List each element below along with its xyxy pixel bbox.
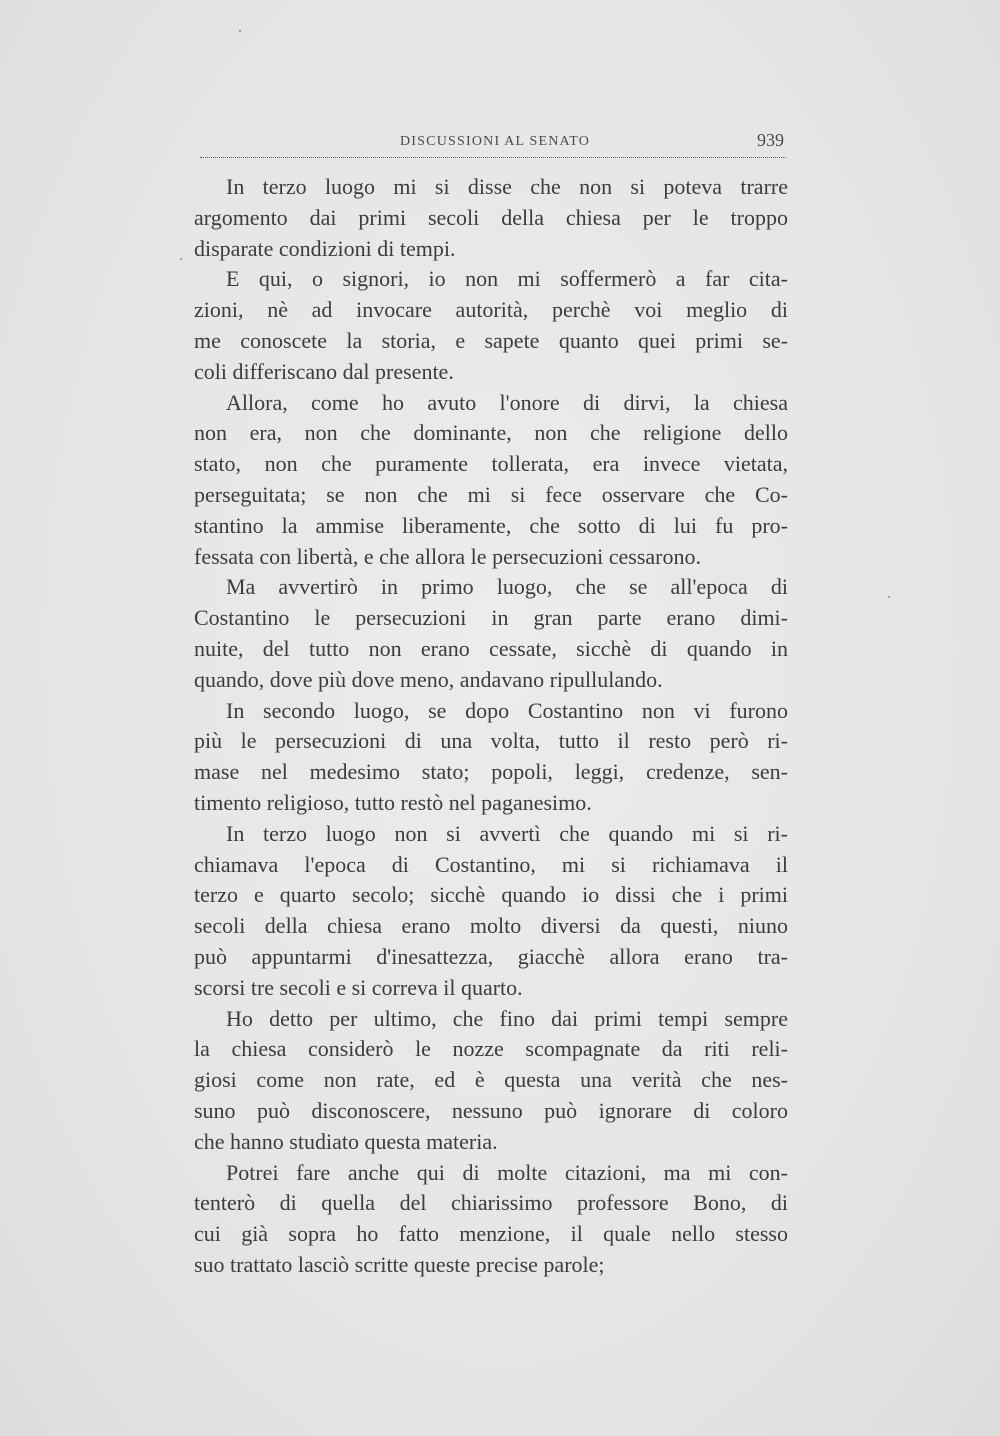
text-line: non era, non che dominante, non che religione dello xyxy=(194,420,788,446)
text-line: più le persecuzioni di una volta, tutto il resto però ri- xyxy=(194,728,788,754)
text-line: stato, non che puramente tollerata, era invece vietata, xyxy=(194,451,788,477)
text-line: fessata con libertà, e che allora le persecuzioni cessarono. xyxy=(194,543,701,569)
text-line: suo trattato lasciò scritte queste precise parole; xyxy=(194,1251,605,1277)
text-line: che hanno studiato questa materia. xyxy=(194,1128,498,1154)
paragraph xyxy=(194,1004,788,1158)
text-line: scorsi tre secoli e si correva il quarto. xyxy=(194,974,523,1000)
running-head: DISCUSSIONI AL SENATO xyxy=(400,134,591,149)
text-line: Costantino le persecuzioni in gran parte erano dimi- xyxy=(194,605,788,631)
paragraph xyxy=(194,572,788,695)
text-line: Ma avvertirò in primo luogo, che se all'epoca di xyxy=(226,574,788,600)
text-line: disparate condizioni di tempi. xyxy=(194,235,456,261)
text-line: In terzo luogo non si avvertì che quando mi si ri- xyxy=(226,820,788,846)
text-line: E qui, o signori, io non mi soffermerò a far cita- xyxy=(226,266,788,292)
text-line: tenterò di quella del chiarissimo professore Bono, di xyxy=(194,1190,788,1216)
paragraph xyxy=(194,264,788,387)
text-line: giosi come non rate, ed è questa una verità che nes- xyxy=(194,1067,788,1093)
text-line: Potrei fare anche qui di molte citazioni, ma mi con- xyxy=(226,1159,788,1185)
paragraph xyxy=(194,172,788,264)
paragraph xyxy=(194,1158,788,1281)
paragraph xyxy=(194,696,788,819)
text-line: cui già sopra ho fatto menzione, il quale nello stesso xyxy=(194,1221,788,1247)
text-line: mase nel medesimo stato; popoli, leggi, credenze, sen- xyxy=(194,759,788,785)
text-line: quando, dove più dove meno, andavano ripullulando. xyxy=(194,666,663,692)
text-line: In secondo luogo, se dopo Costantino non vi furono xyxy=(226,697,788,723)
paragraph xyxy=(194,388,788,573)
text-line: può appuntarmi d'inesattezza, giacchè allora erano tra- xyxy=(194,943,788,969)
page-header xyxy=(200,128,786,160)
page-number: 939 xyxy=(757,130,784,150)
text-line: stantino la ammise liberamente, che sotto di lui fu pro- xyxy=(194,512,788,538)
text-line: chiamava l'epoca di Costantino, mi si richiamava il xyxy=(194,851,788,877)
speck xyxy=(888,596,890,598)
text-line: suno può disconoscere, nessuno può ignorare di coloro xyxy=(194,1097,788,1123)
paragraph xyxy=(194,819,788,1004)
text-line: Ho detto per ultimo, che fino dai primi tempi sempre xyxy=(226,1005,788,1031)
speck xyxy=(180,258,182,260)
text-line: timento religioso, tutto restò nel paganesimo. xyxy=(194,789,592,815)
body-text xyxy=(194,172,788,1281)
text-line: coli differiscano dal presente. xyxy=(194,358,454,384)
text-line: secoli della chiesa erano molto diversi da questi, niuno xyxy=(194,913,788,939)
text-line: terzo e quarto secolo; sicchè quando io dissi che i primi xyxy=(194,882,788,908)
text-line: nuite, del tutto non erano cessate, sicchè di quando in xyxy=(194,635,788,661)
text-line: perseguitata; se non che mi si fece osservare che Co- xyxy=(194,481,788,507)
text-line: la chiesa considerò le nozze scompagnate da riti reli- xyxy=(194,1036,788,1062)
header-rule xyxy=(200,157,786,158)
speck xyxy=(239,30,241,32)
text-line: me conoscete la storia, e sapete quanto quei primi se- xyxy=(194,327,788,353)
text-line: Allora, come ho avuto l'onore di dirvi, la chiesa xyxy=(226,389,788,415)
text-line: argomento dai primi secoli della chiesa per le troppo xyxy=(194,204,788,230)
text-line: zioni, nè ad invocare autorità, perchè voi meglio di xyxy=(194,297,788,323)
text-line: In terzo luogo mi si disse che non si poteva trarre xyxy=(226,174,788,199)
